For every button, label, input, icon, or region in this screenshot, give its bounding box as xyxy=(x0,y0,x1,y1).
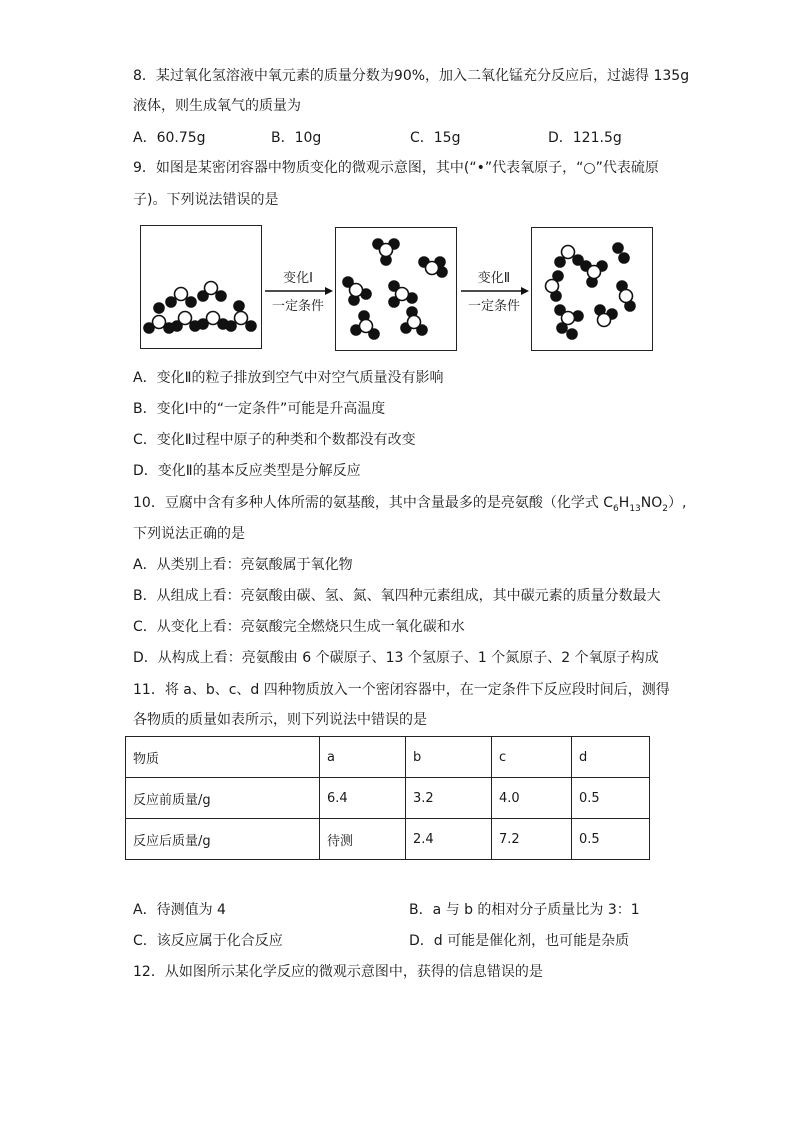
formula-sub-h: 13 xyxy=(629,503,641,514)
table-row xyxy=(126,819,650,860)
q12-stem-line1: 12．从如图所示某化学反应的微观示意图中，获得的信息错误的是 xyxy=(133,964,543,980)
q8-option-a[interactable]: A．60.75g xyxy=(133,130,206,146)
formula-h: H xyxy=(618,495,630,511)
table-header-cell: d xyxy=(572,737,650,778)
q10-option-c[interactable]: C．从变化上看：亮氨酸完全燃烧只生成一氧化碳和水 xyxy=(133,619,465,635)
diagram-box-before xyxy=(140,225,262,349)
table-header-cell: a xyxy=(320,737,406,778)
arrow2-label-top: 变化Ⅱ xyxy=(477,271,511,286)
q11-option-b[interactable]: B．a 与 b 的相对分子质量比为 3：1 xyxy=(409,902,640,918)
q11-options-row2 xyxy=(133,931,693,951)
table-cell: 7.2 xyxy=(492,819,572,860)
q8-options xyxy=(133,128,693,148)
q8-option-b[interactable]: B．10g xyxy=(271,130,322,146)
q10-option-d[interactable]: D．从构成上看：亮氨酸由 6 个碳原子、13 个氢原子、1 个氮原子、2 个氧原子构成 xyxy=(133,650,659,666)
reaction-arrow-2 xyxy=(459,265,529,325)
q10-option-a[interactable]: A．从类别上看：亮氨酸属于氧化物 xyxy=(133,557,353,573)
q10-option-b[interactable]: B．从组成上看：亮氨酸由碳、氢、氮、氧四种元素组成，其中碳元素的质量分数最大 xyxy=(133,588,661,604)
q11-option-c[interactable]: C．该反应属于化合反应 xyxy=(133,933,283,949)
molecule-cluster-2 xyxy=(336,228,456,350)
arrow-right-icon xyxy=(263,287,333,295)
formula-sub-o: 2 xyxy=(662,503,668,514)
arrow-right-icon xyxy=(459,287,529,295)
q11-options-row1 xyxy=(133,900,693,920)
table-cell: 0.5 xyxy=(572,778,650,819)
q8-stem-line1: 8．某过氧化氢溶液中氧元素的质量分数为90%，加入二氧化锰充分反应后，过滤得 135g xyxy=(133,68,690,84)
q10-stem-line2: 下列说法正确的是 xyxy=(133,526,245,542)
q10-stem-line1 xyxy=(133,493,686,519)
table-header-cell: b xyxy=(406,737,492,778)
q11-option-d[interactable]: D．d 可能是催化剂，也可能是杂质 xyxy=(409,933,630,949)
table-cell: 反应前质量/g xyxy=(126,778,320,819)
arrow1-label-top: 变化Ⅰ xyxy=(283,271,313,286)
q8-option-d[interactable]: D．121.5g xyxy=(548,130,622,146)
table-header-cell: c xyxy=(492,737,572,778)
formula-no: NO xyxy=(640,495,663,511)
q9-stem-line1: 9．如图是某密闭容器中物质变化的微观示意图，其中(“•”代表氧原子，“○”代表硫原 xyxy=(133,160,659,176)
table-cell: 待测 xyxy=(320,819,406,860)
q8-stem-line2: 液体，则生成氧气的质量为 xyxy=(133,98,301,114)
arrow1-label-bottom: 一定条件 xyxy=(271,299,324,314)
diagram-box-after xyxy=(531,227,653,351)
formula-sub-c: 6 xyxy=(613,503,619,514)
q11-option-a[interactable]: A．待测值为 4 xyxy=(133,902,226,918)
q8-option-c[interactable]: C．15g xyxy=(410,130,461,146)
table-cell: 3.2 xyxy=(406,778,492,819)
q9-stem-line2: 子)。下列说法错误的是 xyxy=(133,192,279,208)
molecule-cluster-1 xyxy=(141,226,261,348)
q11-data-table xyxy=(125,736,650,860)
formula-close: ）, xyxy=(668,495,687,511)
table-header-cell: 物质 xyxy=(126,737,320,778)
q9-option-a[interactable]: A．变化Ⅱ的粒子排放到空气中对空气质量没有影响 xyxy=(133,370,444,386)
table-cell: 反应后质量/g xyxy=(126,819,320,860)
arrow2-label-bottom: 一定条件 xyxy=(467,299,520,314)
q11-stem-line2: 各物质的质量如表所示，则下列说法中错误的是 xyxy=(133,712,427,728)
table-cell: 0.5 xyxy=(572,819,650,860)
q11-stem-line1: 11．将 a、b、c、d 四种物质放入一个密闭容器中，在一定条件下反应段时间后，测得 xyxy=(133,682,670,698)
molecule-cluster-3 xyxy=(532,228,652,350)
table-cell: 6.4 xyxy=(320,778,406,819)
table-cell: 2.4 xyxy=(406,819,492,860)
table-cell: 4.0 xyxy=(492,778,572,819)
table-row xyxy=(126,778,650,819)
q9-option-c[interactable]: C．变化Ⅱ过程中原子的种类和个数都没有改变 xyxy=(133,432,416,448)
q9-option-b[interactable]: B．变化Ⅰ中的“一定条件”可能是升高温度 xyxy=(133,401,386,417)
q9-option-d[interactable]: D．变化Ⅱ的基本反应类型是分解反应 xyxy=(133,463,361,479)
reaction-arrow-1 xyxy=(263,265,333,325)
diagram-box-middle xyxy=(335,227,457,351)
table-header-row xyxy=(126,737,650,778)
q10-stem-text: 10．豆腐中含有多种人体所需的氨基酸，其中含量最多的是亮氨酸（化学式 C xyxy=(133,495,614,511)
